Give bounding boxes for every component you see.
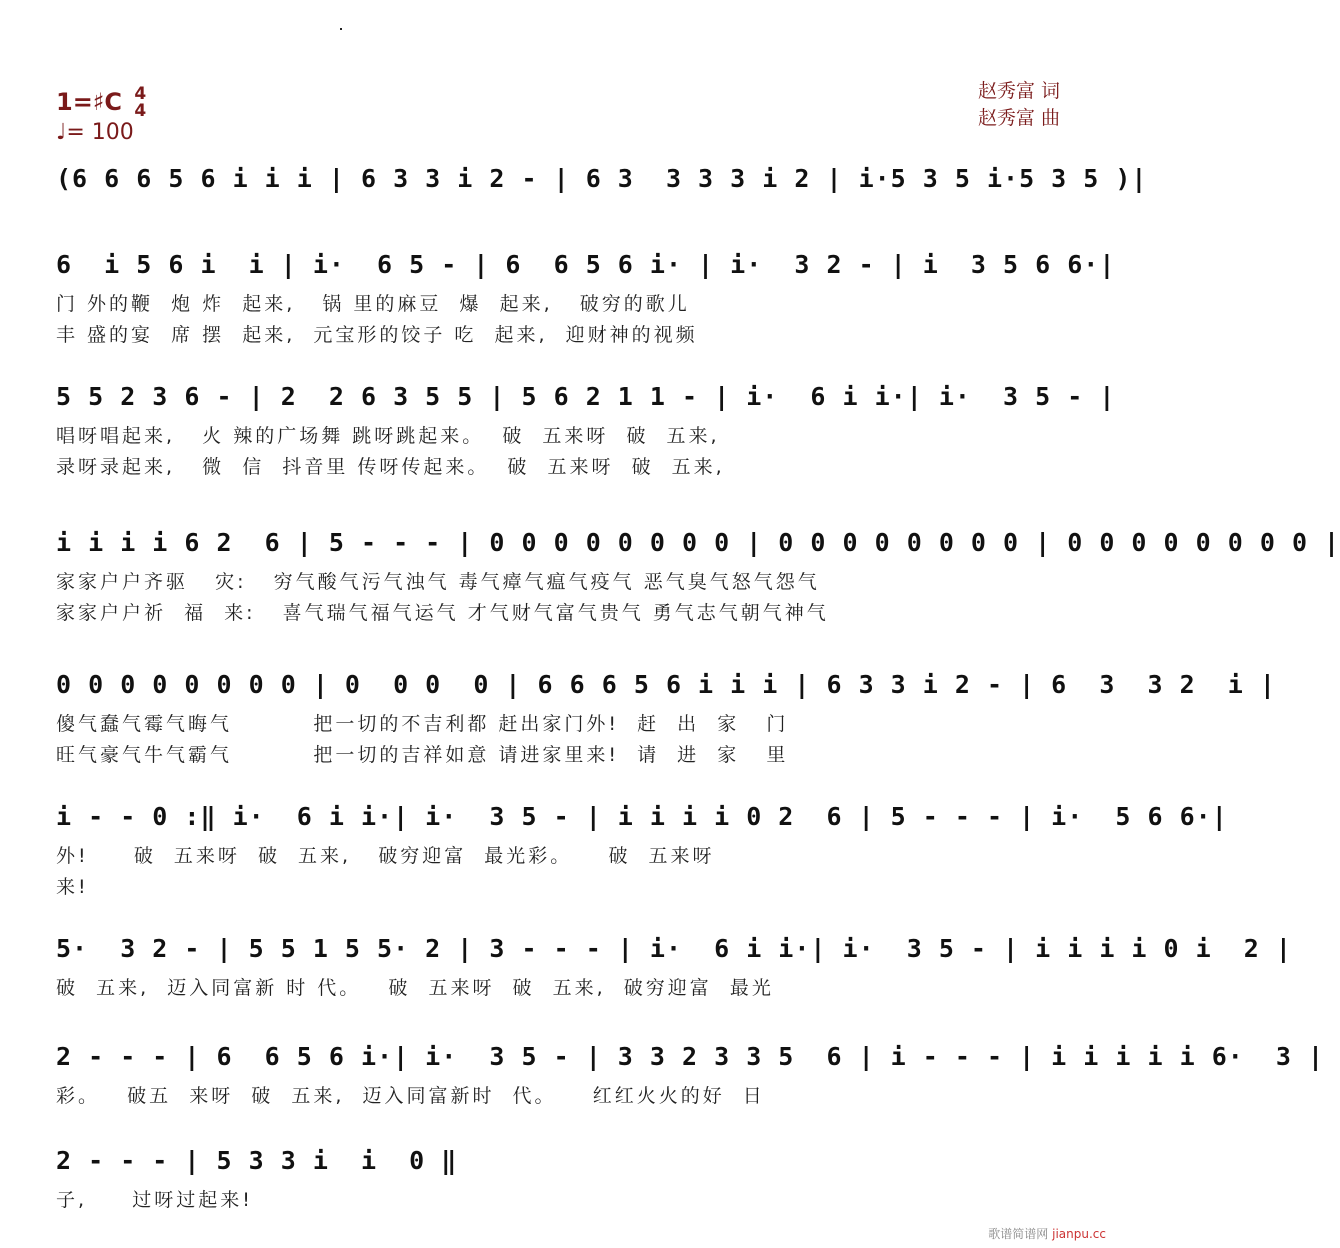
lyrics-verse-2: 家家户户祈 福 来: 喜气瑞气福气运气 才气财气富气贵气 勇气志气朝气神气 [56, 602, 829, 624]
notation-line: (6 6 6 5 6 i i i | 6 3 3 i 2 - | 6 3 3 3 3 i 2 | i·5 3 5 i·5 3 5 )| [56, 164, 1148, 193]
notation-line: 5 5 2 3 6 - | 2 2 6 3 5 5 | 5 6 2 1 1 - | i· 6 i i·| i· 3 5 - | [56, 382, 1116, 411]
watermark-site: 歌谱简谱网 [988, 1227, 1049, 1241]
notation-line: 5· 3 2 - | 5 5 1 5 5· 2 | 3 - - - | i· 6 i i·| i· 3 5 - | i i i i 0 i 2 | [56, 934, 1292, 963]
lyrics-verse-2: 来! [56, 876, 89, 898]
notation-line: 6 i 5 6 i i | i· 6 5 - | 6 6 5 6 i· | i· 3 2 - | i 3 5 6 6·| [56, 250, 1116, 279]
notation-line: i - - 0 :‖ i· 6 i i·| i· 3 5 - | i i i i 0 2 6 | 5 - - - | i· 5 6 6·| [56, 802, 1228, 831]
score-system-2 [56, 250, 1116, 347]
stray-dot [340, 28, 342, 30]
score-system-5 [56, 670, 1276, 767]
lyrics-verse-1: 家家户户齐驱 灾: 穷气酸气污气浊气 毒气瘴气瘟气疫气 恶气臭气怒气怨气 [56, 571, 820, 593]
score-system-8 [56, 1042, 1325, 1108]
notation-line: 2 - - - | 5 3 3 i i 0 ‖ [56, 1146, 458, 1175]
score-system-4 [56, 528, 1340, 625]
score-system-1 [56, 164, 1148, 193]
lyrics-verse-2: 录呀录起来, 微 信 抖音里 传呀传起来。 破 五来呀 破 五来, [56, 456, 725, 478]
time-top: 4 [134, 84, 147, 104]
tempo-mark: ♩= 100 [56, 120, 134, 145]
lyrics-verse-1: 唱呀唱起来, 火 辣的广场舞 跳呀跳起来。 破 五来呀 破 五来, [56, 425, 720, 447]
lyrics-verse-1: 彩。 破五 来呀 破 五来, 迈入同富新时 代。 红红火火的好 日 [56, 1085, 765, 1107]
lyrics-verse-1: 外! 破 五来呀 破 五来, 破穷迎富 最光彩。 破 五来呀 [56, 845, 715, 867]
watermark [988, 1225, 1106, 1242]
composer-credit: 赵秀富 曲 [977, 107, 1060, 129]
score-system-3 [56, 382, 1116, 479]
key-label: 1=♯C [56, 88, 123, 116]
notation-line: 2 - - - | 6 6 5 6 i·| i· 3 5 - | 3 3 2 3 3 5 6 | i - - - | i i i i i 6· 3 | [56, 1042, 1325, 1071]
time-bottom: 4 [134, 101, 147, 121]
watermark-url: jianpu.cc [1052, 1227, 1106, 1241]
lyrics-verse-1: 门 外的鞭 炮 炸 起来, 锅 里的麻豆 爆 起来, 破穷的歌儿 [56, 293, 690, 315]
notation-line: i i i i 6 2 6 | 5 - - - | 0 0 0 0 0 0 0 0 | 0 0 0 0 0 0 0 0 | 0 0 0 0 0 0 0 0 | [56, 528, 1340, 557]
lyrics-verse-1: 破 五来, 迈入同富新 时 代。 破 五来呀 破 五来, 破穷迎富 最光 [56, 977, 774, 999]
score-system-7 [56, 934, 1292, 1000]
key-signature [56, 86, 146, 120]
time-signature [134, 86, 146, 120]
lyrics-verse-1: 傻气蠢气霉气晦气 把一切的不吉利都 赶出家门外! 赶 出 家 门 [56, 713, 789, 735]
score-system-6 [56, 802, 1228, 899]
lyrics-verse-1: 子, 过呀过起来! [56, 1189, 253, 1211]
lyricist-credit: 赵秀富 词 [977, 80, 1060, 102]
lyrics-verse-2: 丰 盛的宴 席 摆 起来, 元宝形的饺子 吃 起来, 迎财神的视频 [56, 324, 698, 346]
notation-line: 0 0 0 0 0 0 0 0 | 0 0 0 0 | 6 6 6 5 6 i i i | 6 3 3 i 2 - | 6 3 3 2 i | [56, 670, 1276, 699]
lyrics-verse-2: 旺气豪气牛气霸气 把一切的吉祥如意 请进家里来! 请 进 家 里 [56, 744, 789, 766]
score-system-9 [56, 1146, 1064, 1212]
